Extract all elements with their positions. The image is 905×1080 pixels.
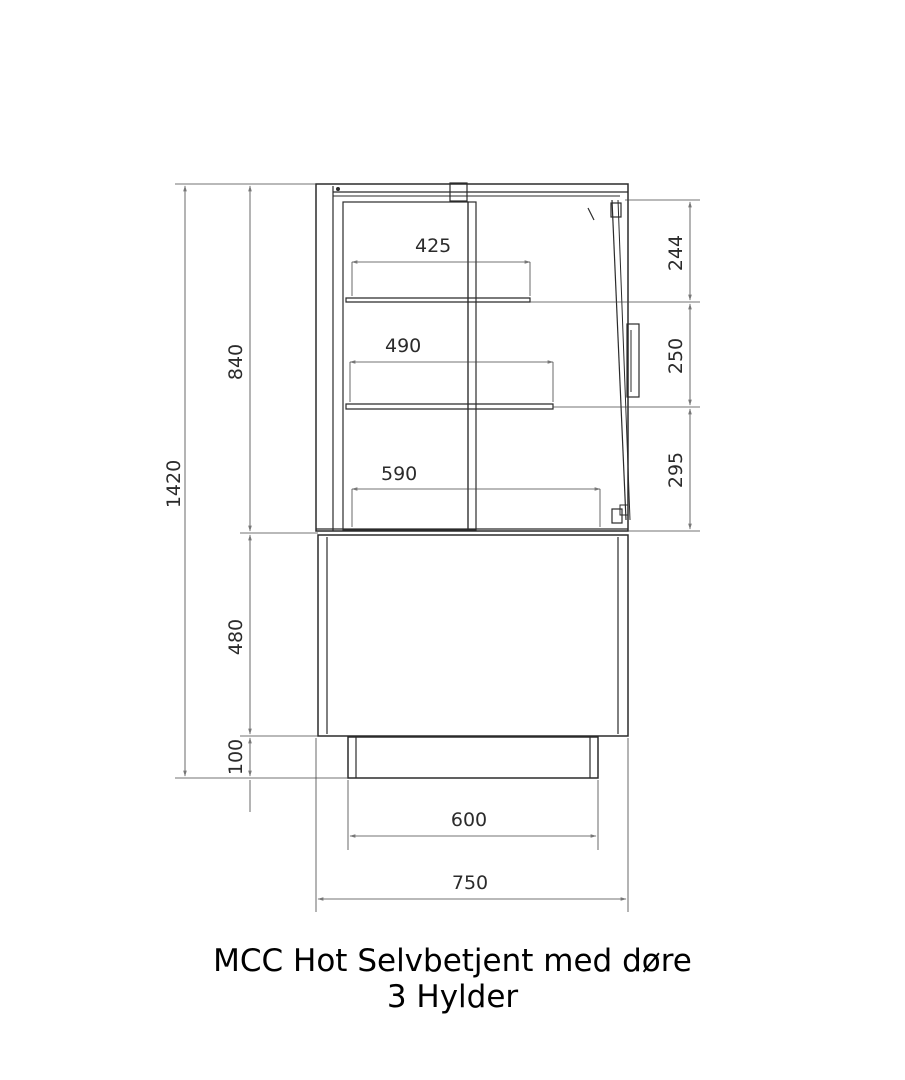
dim-upper-height: 840 [225, 343, 247, 381]
drawing-subtitle: 3 Hylder [386, 979, 519, 1015]
drawing-title: MCC Hot Selvbetjent med døre [213, 943, 692, 979]
dim-shelf-mid-width: 490 [385, 335, 422, 357]
plinth [348, 737, 598, 778]
dim-overall-height: 1420 [163, 459, 185, 509]
dim-overall-width: 750 [451, 872, 489, 894]
dim-leg-height: 100 [225, 738, 247, 776]
display-cabinet [316, 183, 639, 531]
base-cabinet [318, 535, 628, 736]
dim-gap-bottom: 295 [665, 451, 687, 489]
dim-shelf-bottom-width: 590 [381, 463, 418, 485]
dim-gap-mid: 250 [665, 337, 687, 375]
dim-base-width: 600 [450, 809, 488, 831]
dim-gap-top: 244 [665, 234, 687, 272]
dim-shelf-top-width: 425 [415, 235, 452, 257]
dimension-lines [185, 186, 690, 899]
dim-cabinet-height: 480 [225, 618, 247, 656]
